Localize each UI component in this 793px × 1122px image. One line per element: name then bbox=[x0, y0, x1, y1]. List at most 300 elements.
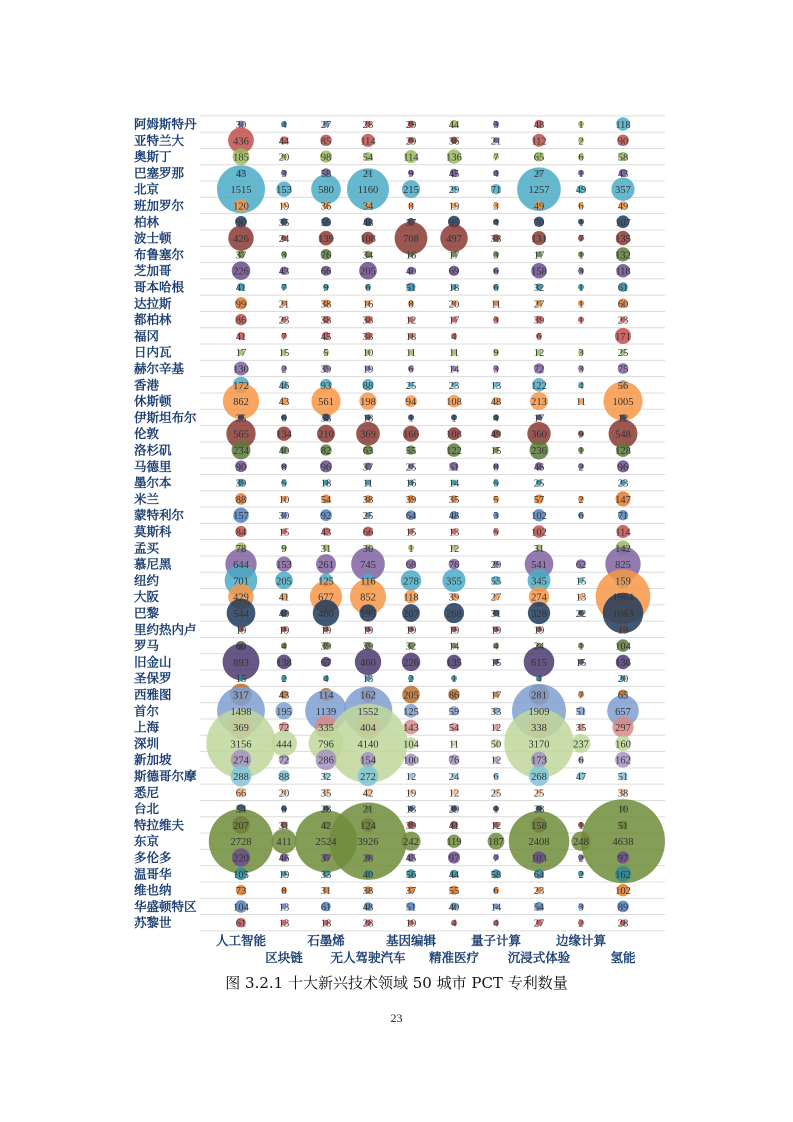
value-label: 18 bbox=[362, 413, 374, 425]
value-label: 173 bbox=[531, 755, 547, 767]
value-label: 96 bbox=[320, 462, 332, 474]
value-label: 31 bbox=[490, 609, 502, 620]
value-label: 10 bbox=[617, 804, 629, 816]
value-label: 274 bbox=[233, 755, 249, 767]
value-label: 7 bbox=[281, 331, 287, 343]
city-label: 达拉斯 bbox=[134, 295, 172, 311]
value-label: 98 bbox=[320, 152, 332, 164]
value-label: 158 bbox=[531, 266, 547, 278]
value-label: 39 bbox=[320, 364, 332, 376]
value-label: 40 bbox=[278, 446, 290, 457]
value-label: 153 bbox=[276, 185, 292, 197]
value-label: 268 bbox=[446, 609, 462, 620]
value-label: 3 bbox=[578, 364, 584, 376]
value-label: 33 bbox=[490, 706, 502, 718]
value-label: 88 bbox=[362, 380, 374, 392]
value-label: 96 bbox=[617, 462, 629, 474]
value-label: 278 bbox=[403, 576, 419, 588]
value-label: 19 bbox=[235, 625, 247, 637]
value-label: 16 bbox=[405, 478, 417, 490]
value-label: 21 bbox=[278, 299, 290, 311]
city-label: 悉尼 bbox=[134, 784, 160, 800]
value-label: 893 bbox=[233, 657, 249, 669]
value-label: 72 bbox=[533, 364, 545, 376]
value-label: 3 bbox=[493, 120, 499, 131]
value-label: 4 bbox=[451, 331, 457, 343]
value-label: 20 bbox=[617, 674, 629, 686]
value-label: 9 bbox=[323, 283, 329, 294]
value-label: 8 bbox=[408, 201, 414, 213]
value-label: 272 bbox=[360, 772, 376, 783]
value-label: 657 bbox=[615, 706, 631, 718]
value-label: 210 bbox=[318, 429, 334, 441]
value-label: 19 bbox=[405, 918, 417, 930]
value-label: 58 bbox=[490, 869, 502, 881]
value-label: 3170 bbox=[528, 739, 550, 751]
value-label: 43 bbox=[320, 527, 332, 539]
value-label: 114 bbox=[403, 152, 419, 164]
value-label: 14 bbox=[490, 902, 502, 914]
value-label: 12 bbox=[533, 348, 545, 360]
value-label: 5 bbox=[493, 527, 499, 539]
value-label: 497 bbox=[446, 234, 462, 246]
value-label: 49 bbox=[617, 201, 629, 213]
city-label: 日内瓦 bbox=[134, 344, 172, 360]
value-label: 37 bbox=[362, 462, 374, 474]
value-label: 12 bbox=[448, 788, 460, 800]
value-label: 20 bbox=[448, 299, 460, 311]
value-label: 56 bbox=[617, 380, 629, 392]
value-label: 49 bbox=[575, 185, 587, 197]
value-label: 43 bbox=[278, 266, 290, 278]
value-label: 19 bbox=[362, 364, 374, 376]
value-label: 54 bbox=[320, 494, 332, 506]
city-label: 多伦多 bbox=[134, 850, 172, 865]
value-label: 8 bbox=[281, 462, 287, 474]
value-label: 3 bbox=[578, 902, 584, 914]
value-label: 1005 bbox=[612, 397, 634, 409]
value-label: 38 bbox=[617, 788, 629, 800]
value-label: 644 bbox=[233, 560, 249, 572]
value-label: 328 bbox=[531, 609, 547, 620]
value-label: 69 bbox=[448, 266, 460, 278]
value-label: 198 bbox=[360, 397, 376, 409]
value-label: 102 bbox=[531, 527, 547, 539]
value-label: 42 bbox=[362, 788, 374, 800]
value-label: 24 bbox=[278, 234, 290, 246]
value-label: 220 bbox=[233, 853, 249, 865]
value-label: 7 bbox=[493, 853, 499, 865]
value-label: 28 bbox=[320, 804, 332, 816]
city-label: 奥斯丁 bbox=[134, 149, 172, 165]
value-label: 37 bbox=[235, 250, 247, 262]
value-label: 25 bbox=[617, 348, 629, 360]
value-label: 11 bbox=[448, 739, 460, 751]
value-label: 39 bbox=[405, 494, 417, 506]
value-label: 48 bbox=[448, 511, 460, 523]
value-label: 48 bbox=[362, 902, 374, 914]
value-label: 2 bbox=[578, 918, 584, 930]
value-label: 9 bbox=[408, 168, 414, 180]
value-label: 78 bbox=[235, 543, 247, 555]
value-label: 207 bbox=[403, 609, 419, 620]
city-label: 维也纳 bbox=[134, 882, 172, 898]
city-label: 布鲁塞尔 bbox=[134, 246, 185, 262]
value-label: 45 bbox=[405, 853, 417, 865]
value-label: 11 bbox=[448, 348, 460, 360]
value-label: 1964 bbox=[612, 592, 634, 604]
value-label: 118 bbox=[615, 120, 631, 131]
value-label: 226 bbox=[233, 266, 249, 278]
value-label: 17 bbox=[448, 250, 460, 262]
value-label: 41 bbox=[235, 331, 247, 343]
value-label: 248 bbox=[573, 837, 589, 849]
value-label: 62 bbox=[575, 560, 587, 572]
value-label: 205 bbox=[360, 266, 376, 278]
city-label: 圣保罗 bbox=[134, 670, 172, 686]
value-label: 195 bbox=[360, 609, 376, 620]
value-label: 38 bbox=[362, 315, 374, 327]
value-label: 66 bbox=[235, 788, 247, 800]
value-label: 84 bbox=[235, 527, 247, 539]
value-label: 54 bbox=[448, 723, 460, 735]
value-label: 66 bbox=[362, 527, 374, 539]
value-label: 51 bbox=[405, 283, 417, 294]
value-label: 615 bbox=[531, 657, 547, 669]
value-label: 23 bbox=[448, 380, 460, 392]
value-label-layer bbox=[231, 120, 635, 930]
city-label: 大阪 bbox=[134, 589, 160, 605]
value-label: 61 bbox=[235, 918, 247, 930]
value-label: 677 bbox=[318, 592, 334, 604]
value-label: 2524 bbox=[315, 837, 337, 849]
value-label: 268 bbox=[531, 772, 547, 783]
city-label: 上海 bbox=[134, 719, 160, 735]
value-label: 205 bbox=[276, 576, 292, 588]
city-label: 斯德哥尔摩 bbox=[134, 768, 197, 784]
value-label: 158 bbox=[531, 820, 547, 832]
value-label: 55 bbox=[490, 576, 502, 588]
value-label: 6 bbox=[578, 511, 584, 523]
category-label: 人工智能 bbox=[215, 933, 267, 948]
value-label: 5 bbox=[281, 804, 287, 816]
value-label: 3 bbox=[493, 511, 499, 523]
value-label: 274 bbox=[531, 592, 547, 604]
value-label: 76 bbox=[448, 755, 460, 767]
value-label: 41 bbox=[448, 820, 460, 832]
value-label: 21 bbox=[362, 804, 374, 816]
city-label: 亚特兰大 bbox=[134, 132, 185, 148]
value-label: 34 bbox=[362, 201, 374, 213]
value-label: 24 bbox=[448, 772, 460, 783]
value-label: 12 bbox=[448, 543, 460, 555]
value-label: 19 bbox=[448, 201, 460, 213]
value-label: 59 bbox=[320, 217, 332, 229]
value-label: 135 bbox=[615, 234, 631, 246]
value-label: 142 bbox=[615, 543, 631, 555]
value-label: 2 bbox=[578, 462, 584, 474]
value-label: 17 bbox=[490, 690, 502, 702]
value-label: 153 bbox=[276, 560, 292, 572]
value-label: 57 bbox=[533, 494, 545, 506]
value-label: 45 bbox=[448, 168, 460, 180]
value-label: 11 bbox=[490, 299, 502, 311]
value-label: 281 bbox=[531, 690, 547, 702]
value-label: 3 bbox=[493, 364, 499, 376]
value-label: 15 bbox=[490, 657, 502, 669]
value-label: 85 bbox=[320, 136, 332, 148]
value-label: 143 bbox=[403, 723, 419, 735]
value-label: 429 bbox=[233, 592, 249, 604]
value-label: 39 bbox=[448, 592, 460, 604]
category-label: 区块链 bbox=[265, 950, 303, 965]
value-label: 2 bbox=[578, 869, 584, 881]
value-label: 48 bbox=[490, 397, 502, 409]
value-label: 745 bbox=[360, 560, 376, 572]
value-label: 17 bbox=[235, 348, 247, 360]
value-label: 171 bbox=[615, 331, 631, 343]
value-label: 25 bbox=[235, 413, 247, 425]
value-label: 147 bbox=[615, 494, 631, 506]
value-label: 23 bbox=[533, 886, 545, 898]
value-label: 3926 bbox=[357, 837, 379, 849]
value-label: 460 bbox=[318, 609, 334, 620]
value-label: 4 bbox=[536, 674, 542, 686]
value-label: 2 bbox=[578, 136, 584, 148]
value-label: 39 bbox=[533, 315, 545, 327]
value-label: 10 bbox=[278, 494, 290, 506]
value-label: 561 bbox=[318, 397, 334, 409]
value-label: 1 bbox=[578, 283, 584, 294]
city-label: 华盛顿特区 bbox=[134, 898, 197, 914]
value-label: 76 bbox=[448, 560, 460, 572]
value-label: 154 bbox=[360, 755, 376, 767]
value-label: 205 bbox=[403, 690, 419, 702]
value-label: 23 bbox=[278, 315, 290, 327]
value-label: 38 bbox=[362, 494, 374, 506]
value-label: 29 bbox=[490, 560, 502, 572]
value-label: 64 bbox=[405, 511, 417, 523]
value-label: 28 bbox=[533, 804, 545, 816]
value-label: 3 bbox=[493, 250, 499, 262]
value-label: 4 bbox=[493, 217, 499, 229]
value-label: 4 bbox=[451, 918, 457, 930]
value-label: 242 bbox=[403, 837, 419, 849]
value-label: 16 bbox=[405, 250, 417, 262]
value-label: 2 bbox=[408, 674, 414, 686]
value-label: 15 bbox=[235, 674, 247, 686]
value-label: 708 bbox=[403, 234, 419, 246]
value-label: 541 bbox=[531, 560, 547, 572]
value-label: 75 bbox=[617, 364, 629, 376]
value-label: 70 bbox=[533, 217, 545, 229]
value-label: 135 bbox=[446, 657, 462, 669]
value-label: 136 bbox=[615, 657, 631, 669]
value-label: 1139 bbox=[315, 706, 337, 718]
value-label: 27 bbox=[533, 918, 545, 930]
value-label: 1 bbox=[578, 250, 584, 262]
value-label: 50 bbox=[490, 739, 502, 751]
value-label: 426 bbox=[233, 234, 249, 246]
value-label: 128 bbox=[615, 446, 631, 457]
value-label: 288 bbox=[233, 772, 249, 783]
value-label: 3 bbox=[493, 315, 499, 327]
city-label: 旧金山 bbox=[134, 654, 172, 670]
value-label: 5 bbox=[323, 348, 329, 360]
value-label: 25 bbox=[533, 788, 545, 800]
value-label: 102 bbox=[531, 511, 547, 523]
value-label: 63 bbox=[362, 446, 374, 457]
value-label: 14 bbox=[448, 364, 460, 376]
value-label: 6 bbox=[493, 283, 499, 294]
value-label: 34 bbox=[362, 250, 374, 262]
value-label: 35 bbox=[278, 217, 290, 229]
category-label: 基因编辑 bbox=[385, 933, 437, 948]
value-label: 105 bbox=[233, 869, 249, 881]
city-label: 洛杉矶 bbox=[134, 442, 172, 458]
value-label: 93 bbox=[320, 380, 332, 392]
value-label: 32 bbox=[320, 772, 332, 783]
value-label: 15 bbox=[575, 657, 587, 669]
city-label: 伦敦 bbox=[134, 426, 160, 442]
value-label: 297 bbox=[615, 723, 631, 735]
city-label: 班加罗尔 bbox=[134, 198, 185, 213]
value-label: 162 bbox=[615, 869, 631, 881]
value-label: 1257 bbox=[528, 185, 550, 197]
value-label: 3 bbox=[281, 168, 287, 180]
value-label: 122 bbox=[531, 380, 547, 392]
value-label: 99 bbox=[235, 299, 247, 311]
value-label: 7 bbox=[578, 690, 584, 702]
value-label: 852 bbox=[360, 592, 376, 604]
value-label: 24 bbox=[533, 641, 545, 653]
value-label: 54 bbox=[362, 152, 374, 164]
value-label: 213 bbox=[531, 397, 547, 409]
value-label: 37 bbox=[405, 886, 417, 898]
value-label: 13 bbox=[490, 380, 502, 392]
value-label: 108 bbox=[446, 429, 462, 441]
value-label: 3 bbox=[493, 201, 499, 213]
city-label: 波士顿 bbox=[134, 230, 172, 246]
value-label: 58 bbox=[617, 152, 629, 164]
value-label: 47 bbox=[575, 772, 587, 783]
value-label: 6 bbox=[536, 331, 542, 343]
value-label: 13 bbox=[448, 527, 460, 539]
value-label: 261 bbox=[318, 560, 334, 572]
value-label: 21 bbox=[490, 136, 502, 148]
value-label: 68 bbox=[405, 560, 417, 572]
value-label: 29 bbox=[405, 120, 417, 131]
value-label: 124 bbox=[360, 820, 376, 832]
value-label: 37 bbox=[405, 217, 417, 229]
value-label: 41 bbox=[278, 592, 290, 604]
value-label: 90 bbox=[235, 462, 247, 474]
value-label: 61 bbox=[617, 283, 629, 294]
value-label: 138 bbox=[276, 657, 292, 669]
value-label: 25 bbox=[533, 478, 545, 490]
page-number: 23 bbox=[390, 1011, 403, 1025]
value-label: 40 bbox=[405, 266, 417, 278]
value-label: 92 bbox=[320, 511, 332, 523]
value-label: 825 bbox=[615, 560, 631, 572]
value-label: 35 bbox=[448, 494, 460, 506]
value-label: 162 bbox=[615, 755, 631, 767]
value-label: 357 bbox=[615, 185, 631, 197]
value-label: 65 bbox=[617, 690, 629, 702]
value-label: 411 bbox=[276, 837, 292, 849]
value-label: 12 bbox=[617, 413, 629, 425]
value-label: 35 bbox=[320, 788, 332, 800]
value-label: 54 bbox=[235, 804, 247, 816]
value-label: 112 bbox=[531, 136, 547, 148]
value-label: 51 bbox=[405, 902, 417, 914]
category-label: 量子计算 bbox=[470, 933, 522, 948]
value-label: 1 bbox=[493, 804, 499, 816]
city-label: 莫斯科 bbox=[134, 524, 172, 539]
value-label: 3 bbox=[281, 250, 287, 262]
value-label: 45 bbox=[320, 331, 332, 343]
value-label: 28 bbox=[362, 853, 374, 865]
value-label: 4 bbox=[493, 168, 499, 180]
value-label: 28 bbox=[617, 918, 629, 930]
city-label: 都柏林 bbox=[134, 312, 172, 328]
value-label: 15 bbox=[405, 527, 417, 539]
value-label: 31 bbox=[320, 886, 332, 898]
value-label: 67 bbox=[320, 657, 332, 669]
value-label: 39 bbox=[320, 641, 332, 653]
value-label: 104 bbox=[403, 739, 419, 751]
value-label: 134 bbox=[276, 429, 292, 441]
value-label: 119 bbox=[446, 837, 462, 849]
city-label: 深圳 bbox=[134, 735, 160, 751]
value-label: 6 bbox=[493, 886, 499, 898]
city-label: 赫尔辛基 bbox=[134, 361, 185, 376]
value-label: 237 bbox=[573, 739, 589, 751]
value-label: 4 bbox=[578, 380, 584, 392]
value-label: 31 bbox=[278, 820, 290, 832]
value-label: 43 bbox=[278, 397, 290, 409]
value-label: 118 bbox=[615, 266, 631, 278]
category-label: 沉浸式体验 bbox=[507, 950, 571, 965]
value-label: 94 bbox=[405, 397, 417, 409]
value-label: 1083 bbox=[612, 609, 634, 620]
value-label: 8 bbox=[281, 886, 287, 898]
value-label: 104 bbox=[615, 641, 631, 653]
value-label: 6 bbox=[281, 413, 287, 425]
value-label: 55 bbox=[405, 446, 417, 457]
value-label: 1 bbox=[451, 674, 457, 686]
value-label: 4638 bbox=[612, 837, 634, 849]
value-label: 13 bbox=[362, 674, 374, 686]
value-label: 39 bbox=[235, 478, 247, 490]
value-label: 40 bbox=[278, 609, 290, 620]
value-label: 108 bbox=[446, 397, 462, 409]
value-label: 580 bbox=[318, 185, 334, 197]
value-label: 56 bbox=[405, 869, 417, 881]
value-label: 103 bbox=[531, 853, 547, 865]
value-label: 195 bbox=[276, 706, 292, 718]
value-label: 4 bbox=[323, 674, 329, 686]
category-axis bbox=[216, 933, 636, 965]
value-label: 11 bbox=[362, 478, 374, 490]
value-label: 187 bbox=[488, 837, 504, 849]
value-label: 1 bbox=[408, 543, 414, 555]
value-label: 130 bbox=[233, 364, 249, 376]
value-label: 6 bbox=[365, 283, 371, 294]
value-label: 58 bbox=[320, 168, 332, 180]
value-label: 160 bbox=[615, 739, 631, 751]
value-label: 19 bbox=[362, 625, 374, 637]
